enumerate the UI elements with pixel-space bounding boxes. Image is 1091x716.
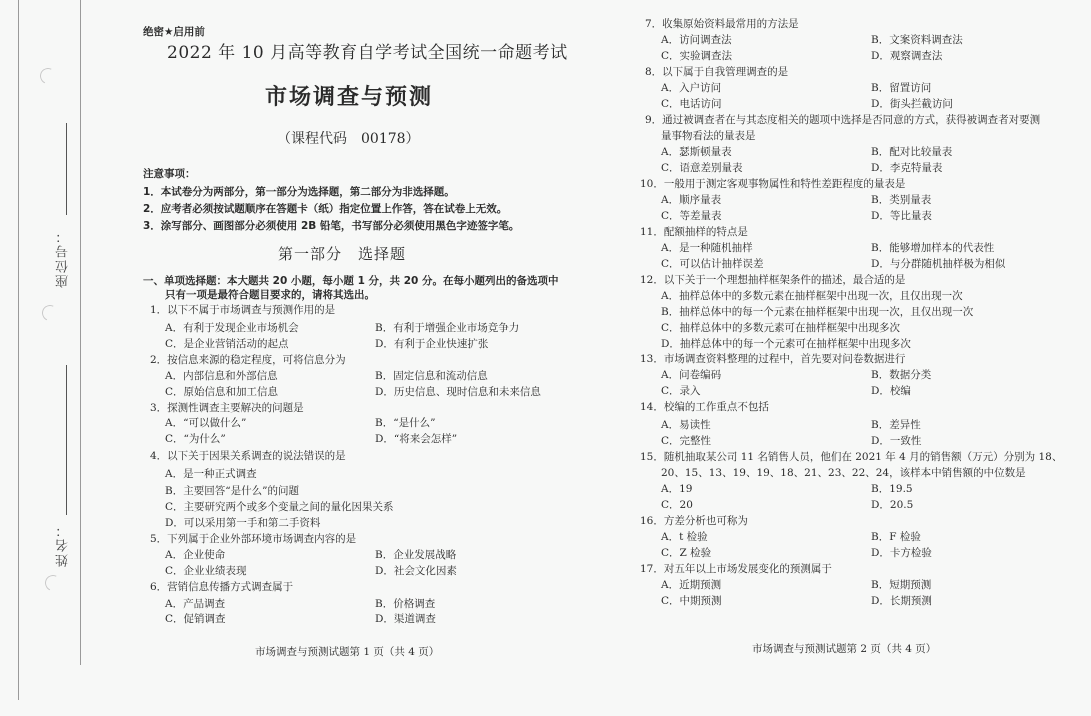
option-d: D．李克特量表 xyxy=(871,162,943,174)
option-d: D．等比量表 xyxy=(871,210,932,222)
option-d: D．抽样总体中的每一个元素可在抽样框架中出现多次 xyxy=(661,338,911,350)
option-a: A．抽样总体中的多数元素在抽样框架中出现一次，且仅出现一次 xyxy=(661,290,963,302)
question-stem: 6．营销信息传播方式调查属于 xyxy=(150,581,294,593)
section-instruction: 只有一项是最符合题目要求的，请将其选出。 xyxy=(165,289,375,301)
question-stem: 2．按信息来源的稳定程度，可将信息分为 xyxy=(150,354,346,366)
option-a: A．“可以做什么” xyxy=(165,417,247,429)
option-a: A．入户访问 xyxy=(661,82,722,94)
option-d: D．校编 xyxy=(871,385,911,397)
option-a: A．产品调查 xyxy=(165,598,226,610)
option-b: B．有利于增强企业市场竞争力 xyxy=(375,322,520,334)
option-b: B．配对比较量表 xyxy=(871,146,953,158)
question-stem-cont: 量事物看法的量表是 xyxy=(661,130,756,142)
option-d: D．一致性 xyxy=(871,435,922,447)
option-d: D．长期预测 xyxy=(871,595,932,607)
option-c: C．Z 检验 xyxy=(661,547,712,559)
option-b: B．价格调查 xyxy=(375,598,436,610)
strip-inner-line xyxy=(80,0,81,665)
question-stem: 8．以下属于自我管理调查的是 xyxy=(645,66,789,78)
notice-item: 2．应考者必须按试题顺序在答题卡（纸）指定位置上作答，答在试卷上无效。 xyxy=(143,203,508,215)
option-a: A．是一种正式调查 xyxy=(165,468,257,480)
option-b: B．主要回答“是什么”的问题 xyxy=(165,485,299,497)
option-b: B．留置访问 xyxy=(871,82,932,94)
seat-fill-line[interactable] xyxy=(66,123,67,215)
option-b: B．差异性 xyxy=(871,419,921,431)
option-a: A．是一种随机抽样 xyxy=(661,242,753,254)
name-fill-line[interactable] xyxy=(66,365,67,515)
option-d: D．街头拦截访问 xyxy=(871,98,953,110)
option-a: A．19 xyxy=(661,483,693,495)
option-d: D．观察调查法 xyxy=(871,50,943,62)
option-b: B．固定信息和流动信息 xyxy=(375,370,488,382)
option-b: B．19.5 xyxy=(871,483,913,495)
question-stem: 3．探测性调查主要解决的问题是 xyxy=(150,402,304,414)
option-b: B．F 检验 xyxy=(871,531,921,543)
option-b: B．类别量表 xyxy=(871,194,932,206)
option-a: A．问卷编码 xyxy=(661,369,722,381)
question-stem: 4．以下关于因果关系调查的说法错误的是 xyxy=(150,450,346,462)
seat-number-label: 座位号： xyxy=(56,228,71,288)
question-stem: 15．随机抽取某公司 11 名销售人员，他们在 2021 年 4 月的销售额（万元）分别为 18、 xyxy=(640,451,1063,463)
option-d: D．历史信息、现时信息和未来信息 xyxy=(375,386,541,398)
option-a: A．顺序量表 xyxy=(661,194,722,206)
secret-mark: 绝密★启用前 xyxy=(143,26,205,38)
subject-title: 市场调查与预测 xyxy=(265,85,434,110)
course-code: （课程代码 00178） xyxy=(277,131,420,147)
name-label: 姓名： xyxy=(56,522,71,567)
question-stem: 5．下列属于企业外部环境市场调查内容的是 xyxy=(150,533,357,545)
option-b: B．抽样总体中的每一个元素在抽样框架中出现一次，且仅出现一次 xyxy=(661,306,974,318)
option-c: C．促销调查 xyxy=(165,613,226,625)
question-stem: 11．配额抽样的特点是 xyxy=(640,226,748,238)
option-c: C．原始信息和加工信息 xyxy=(165,386,279,398)
binding-hole-icon xyxy=(43,573,64,594)
option-a: A．近期预测 xyxy=(661,579,722,591)
option-b: B．数据分类 xyxy=(871,369,932,381)
question-stem-cont: 20、15、13、19、19、18、21、23、22、24，该样本中销售额的中位数是 xyxy=(661,467,1026,479)
option-a: A．企业使命 xyxy=(165,549,226,561)
page-footer: 市场调查与预测试题第 2 页（共 4 页） xyxy=(752,643,937,655)
option-d: D．卡方检验 xyxy=(871,547,932,559)
option-c: C．语意差别量表 xyxy=(661,162,743,174)
option-c: C．完整性 xyxy=(661,435,712,447)
option-c: C．是企业营销活动的起点 xyxy=(165,338,289,350)
question-stem: 14．校编的工作重点不包括 xyxy=(640,401,769,413)
binding-hole-icon xyxy=(40,303,61,324)
option-d: D．“将来会怎样” xyxy=(375,433,458,445)
option-a: A．有利于发现企业市场机会 xyxy=(165,322,299,334)
option-a: A．内部信息和外部信息 xyxy=(165,370,278,382)
binding-hole-icon xyxy=(38,66,59,87)
question-stem: 9．通过被调查者在与其态度相关的题项中选择是否同意的方式，获得被调查者对要测 xyxy=(645,114,1041,126)
option-b: B．“是什么” xyxy=(375,417,436,429)
option-a: A．瑟斯顿量表 xyxy=(661,146,732,158)
option-b: B．能够增加样本的代表性 xyxy=(871,242,995,254)
option-d: D．有利于企业快速扩张 xyxy=(375,338,489,350)
option-c: C．实验调查法 xyxy=(661,50,733,62)
option-b: B．企业发展战略 xyxy=(375,549,457,561)
question-stem: 1．以下不属于市场调查与预测作用的是 xyxy=(150,304,336,316)
option-d: D．社会文化因素 xyxy=(375,565,457,577)
option-c: C．主要研究两个或多个变量之间的量化因果关系 xyxy=(165,501,394,513)
question-stem: 16．方差分析也可称为 xyxy=(640,515,748,527)
notice-item: 3．涂写部分、画图部分必须使用 2B 铅笔，书写部分必须使用黑色字迹签字笔。 xyxy=(143,220,520,232)
option-c: C．“为什么” xyxy=(165,433,226,445)
question-stem: 7．收集原始资料最常用的方法是 xyxy=(645,18,799,30)
strip-outer-line xyxy=(18,0,19,700)
option-b: B．短期预测 xyxy=(871,579,932,591)
option-c: C．等差量表 xyxy=(661,210,722,222)
option-c: C．可以估计抽样误差 xyxy=(661,258,764,270)
option-a: A．易读性 xyxy=(661,419,711,431)
option-d: D．可以采用第一手和第二手资料 xyxy=(165,517,321,529)
option-d: D．与分群随机抽样极为相似 xyxy=(871,258,1006,270)
option-a: A．t 检验 xyxy=(661,531,708,543)
option-c: C．20 xyxy=(661,499,693,511)
notice-item: 1．本试卷分为两部分，第一部分为选择题，第二部分为非选择题。 xyxy=(143,186,455,198)
option-b: B．文案资料调查法 xyxy=(871,34,963,46)
option-a: A．访问调查法 xyxy=(661,34,732,46)
question-stem: 12．以下关于一个理想抽样框架条件的描述，最合适的是 xyxy=(640,274,906,286)
option-c: C．中期预测 xyxy=(661,595,722,607)
question-stem: 10．一般用于测定客观事物属性和特性差距程度的量表是 xyxy=(640,178,906,190)
page-footer: 市场调查与预测试题第 1 页（共 4 页） xyxy=(255,646,440,658)
section-instruction: 一、单项选择题：本大题共 20 小题，每小题 1 分，共 20 分。在每小题列出的备选项中 xyxy=(143,275,559,287)
exam-title: 2022 年 10 月高等教育自学考试全国统一命题考试 xyxy=(167,43,568,63)
option-c: C．录入 xyxy=(661,385,701,397)
question-stem: 17．对五年以上市场发展变化的预测属于 xyxy=(640,563,832,575)
option-d: D．20.5 xyxy=(871,499,914,511)
option-c: C．电话访问 xyxy=(661,98,722,110)
option-c: C．企业业绩表现 xyxy=(165,565,247,577)
option-c: C．抽样总体中的多数元素可在抽样框架中出现多次 xyxy=(661,322,901,334)
option-d: D．渠道调查 xyxy=(375,613,436,625)
question-stem: 13．市场调查资料整理的过程中，首先要对问卷数据进行 xyxy=(640,353,906,365)
notice-heading: 注意事项： xyxy=(143,168,196,180)
part-title: 第一部分 选择题 xyxy=(278,245,407,263)
